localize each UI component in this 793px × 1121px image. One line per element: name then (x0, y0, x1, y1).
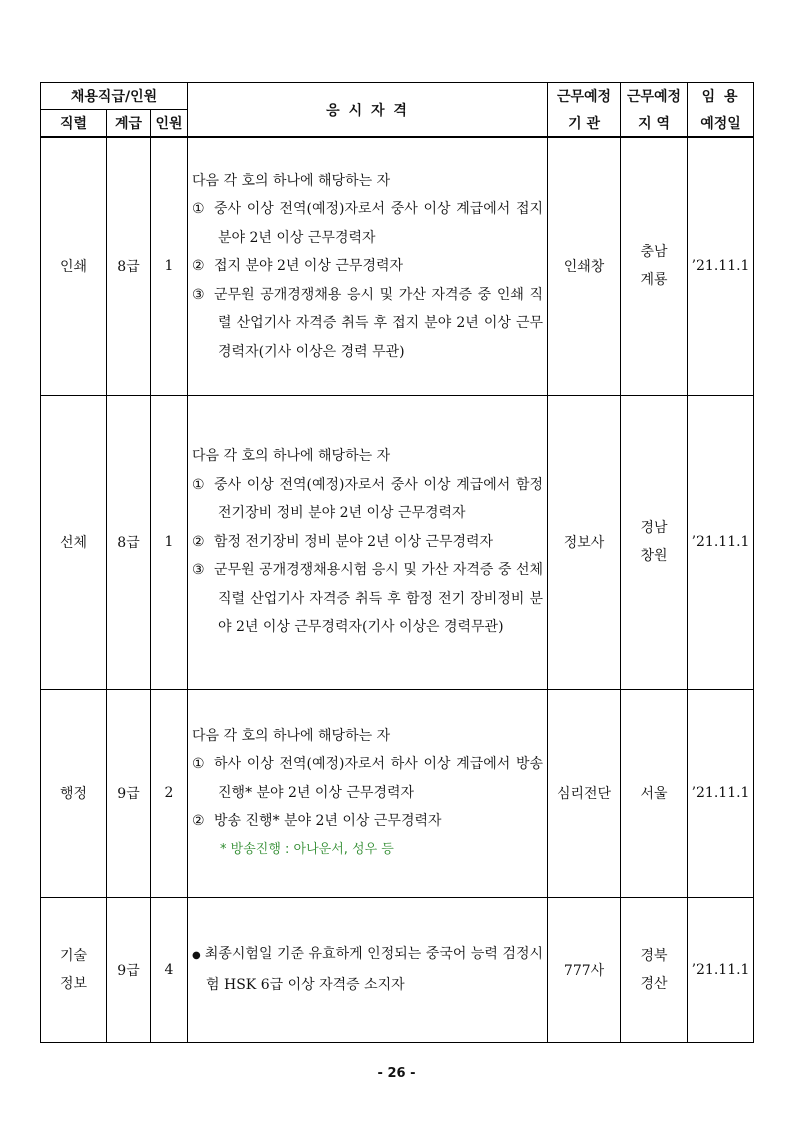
header-date-line2: 예정일 (688, 110, 754, 138)
date-cell: ’21.11.1 (688, 395, 754, 689)
qualification-item: ① 하사 이상 전역(예정)자로서 하사 이상 계급에서 방송 진행* 분야 2년 이상 근무경력자 (192, 756, 544, 801)
region-cell (621, 897, 688, 1042)
region-line2: 경산 (640, 975, 668, 992)
count-cell: 2 (151, 689, 188, 897)
qualification-item: ① 중사 이상 전역(예정)자로서 중사 이상 계급에서 접지 분야 2년 이상 근무경력자 (192, 201, 544, 246)
qualification-item: ③ 군무원 공개경쟁채용 응시 및 가산 자격증 중 인쇄 직렬 산업기사 자격증 취득 후 접지 분야 2년 이상 근무경력자(기사 이상은 경력 무관) (192, 286, 544, 360)
qualification-item: ③ 군무원 공개경쟁채용시험 응시 및 가산 자격증 중 선체 직렬 산업기사 자격증 취득 후 함정 전기 장비정비 분야 2년 이상 근무경력자(기사 이상은 경력무관) (192, 562, 544, 636)
header-region-line2: 지 역 (621, 110, 688, 138)
position-cell (41, 897, 107, 1042)
region-line1: 경북 (640, 947, 668, 964)
region-line2: 계룡 (640, 272, 668, 289)
qualification-item: ② 방송 진행* 분야 2년 이상 근무경력자 (192, 813, 442, 830)
agency-cell: 정보사 (548, 395, 621, 689)
qualification-cell (188, 395, 548, 689)
qualification-bullet-item: ● 최종시험일 기준 유효하게 인정되는 중국어 능력 검정시험 HSK 6급 이상 자격증 소지자 (192, 946, 544, 993)
qualification-intro: 다음 각 호의 하나에 해당하는 자 (192, 172, 391, 189)
date-cell: ’21.11.1 (688, 689, 754, 897)
table-row (41, 897, 754, 1042)
header-position: 직렬 (41, 110, 107, 138)
recruitment-table (40, 82, 754, 1043)
position-cell: 인쇄 (41, 137, 107, 395)
position-line2: 정보 (59, 975, 88, 992)
table-row (41, 689, 754, 897)
table-header-row-top (41, 83, 754, 110)
qualification-intro: 다음 각 호의 하나에 해당하는 자 (192, 727, 391, 744)
grade-cell: 8급 (107, 395, 151, 689)
qualification-item: ① 중사 이상 전역(예정)자로서 중사 이상 계급에서 함정 전기장비 정비 분야 2년 이상 근무경력자 (192, 476, 544, 522)
header-region-line1: 근무예정 (621, 83, 688, 110)
position-cell: 행정 (41, 689, 107, 897)
header-agency-line2: 기 관 (548, 110, 621, 138)
header-date-line1: 임 용 (688, 83, 754, 110)
region-line1: 충남 (640, 244, 668, 261)
header-grade: 계급 (107, 110, 151, 138)
agency-cell: 심리전단 (548, 689, 621, 897)
date-cell: ’21.11.1 (688, 137, 754, 395)
count-cell: 4 (151, 897, 188, 1042)
count-cell: 1 (151, 137, 188, 395)
count-cell: 1 (151, 395, 188, 689)
table-row (41, 395, 754, 689)
position-line1: 기술 (59, 947, 88, 964)
page-number: - 26 - (377, 1066, 416, 1081)
header-agency-line1: 근무예정 (548, 83, 621, 110)
agency-cell: 777사 (548, 897, 621, 1042)
table-row (41, 137, 754, 395)
qualification-intro: 다음 각 호의 하나에 해당하는 자 (192, 448, 391, 465)
qualification-cell (188, 897, 548, 1042)
qualification-note: * 방송진행 : 아나운서, 성우 등 (220, 841, 394, 857)
qualification-item: ② 함정 전기장비 정비 분야 2년 이상 근무경력자 (192, 533, 494, 550)
region-cell (621, 395, 688, 689)
region-line2: 창원 (640, 548, 668, 564)
grade-cell: 9급 (107, 689, 151, 897)
position-cell: 선체 (41, 395, 107, 689)
bullet-icon: ● (192, 950, 201, 961)
region-line1: 경남 (640, 520, 668, 536)
grade-cell: 8급 (107, 137, 151, 395)
date-cell: ’21.11.1 (688, 897, 754, 1042)
header-group: 채용직급/인원 (41, 83, 188, 110)
qualification-cell (188, 137, 548, 395)
qualification-item: ② 접지 분야 2년 이상 근무경력자 (192, 258, 404, 274)
agency-cell: 인쇄창 (548, 137, 621, 395)
region-cell: 서울 (621, 689, 688, 897)
header-count: 인원 (151, 110, 188, 138)
qualification-cell (188, 689, 548, 897)
grade-cell: 9급 (107, 897, 151, 1042)
header-qualification: 응 시 자 격 (188, 83, 548, 138)
region-cell (621, 137, 688, 395)
